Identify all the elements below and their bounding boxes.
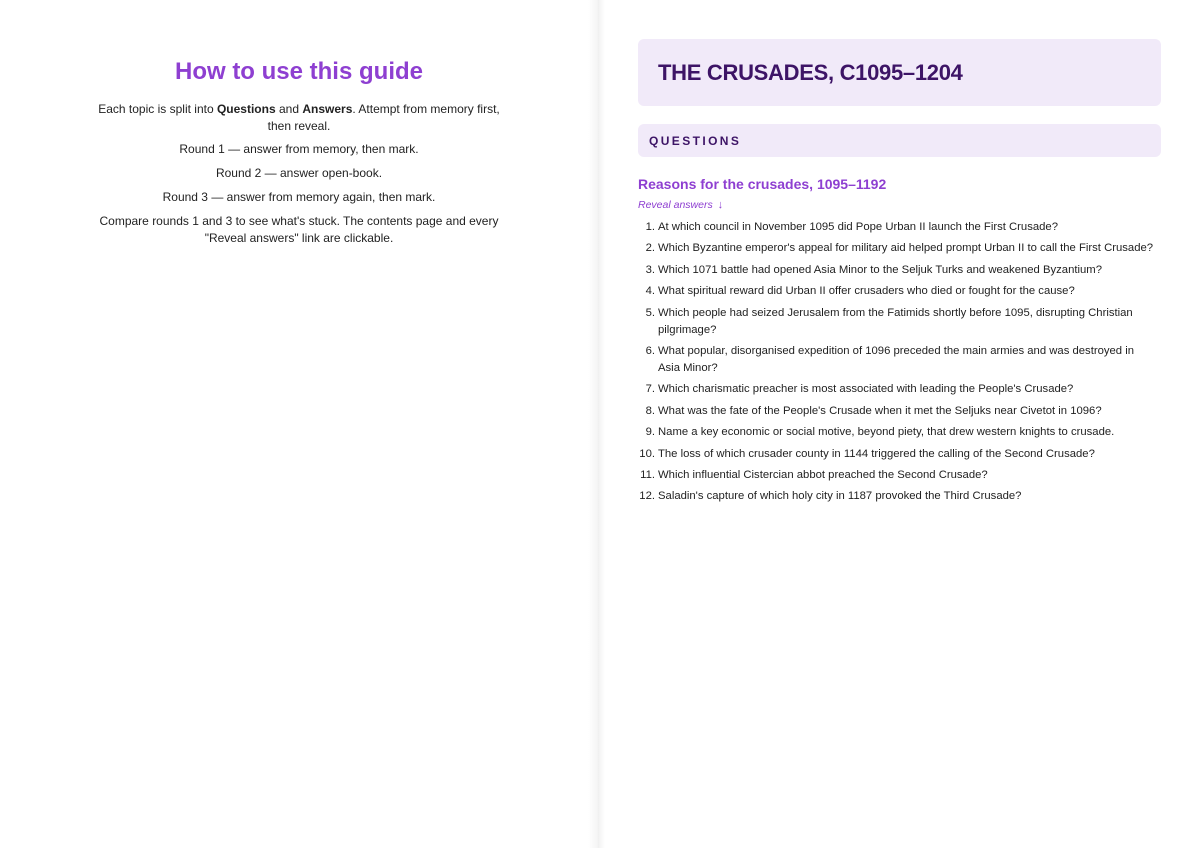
intro-text-3: . Attempt from memory first, then reveal. xyxy=(267,102,500,133)
question-number: 6. xyxy=(645,344,655,357)
intro-bold-answers: Answers xyxy=(302,102,353,116)
question-text: Name a key economic or social motive, beyond piety, that drew western knights to crusade. xyxy=(658,426,1115,439)
question-text: What was the fate of the People's Crusade when it met the Seljuks near Civetot in 1096? xyxy=(658,404,1102,417)
section-header xyxy=(638,124,1161,157)
question-item xyxy=(638,283,1158,300)
section-label: QUESTIONS xyxy=(649,133,742,148)
question-text: Which people had seized Jerusalem from the Fatimids shortly before 1095, disrupting Christian pilgrimage? xyxy=(658,306,1133,336)
intro-bold-questions: Questions xyxy=(216,102,276,116)
question-number: 7. xyxy=(645,383,655,396)
question-number: 1. xyxy=(645,221,655,233)
arrow-down-icon: ↓ xyxy=(717,199,724,211)
question-number: 2. xyxy=(645,242,655,255)
question-item xyxy=(638,403,1158,420)
chapter-title: THE CRUSADES, C1095–1204 xyxy=(658,59,963,85)
question-text: What spiritual reward did Urban II offer crusaders who died or fought for the cause? xyxy=(658,285,1075,298)
intro-text-2: and xyxy=(275,102,303,116)
question-text: At which council in November 1095 did Pope Urban II launch the First Crusade? xyxy=(658,221,1058,233)
right-page xyxy=(599,0,1200,848)
page-gutter-shadow-right xyxy=(599,0,605,848)
question-text: Which Byzantine emperor's appeal for military aid helped prompt Urban II to call the First Crusade? xyxy=(658,242,1154,255)
question-item xyxy=(638,219,1158,236)
chapter-title-box xyxy=(638,39,1161,106)
reveal-answers-link[interactable] xyxy=(638,198,723,212)
guide-closing: Compare rounds 1 and 3 to see what's stuck. The contents page and every "Reveal answers" link are clickable. xyxy=(99,214,499,245)
question-number: 12. xyxy=(639,490,655,503)
question-text: Which influential Cistercian abbot preached the Second Crusade? xyxy=(658,468,988,481)
question-number: 11. xyxy=(640,468,655,481)
question-item xyxy=(638,343,1158,377)
question-item xyxy=(638,262,1158,279)
question-number: 8. xyxy=(645,404,655,417)
question-item xyxy=(638,381,1158,398)
question-item xyxy=(638,488,1158,505)
question-number: 4. xyxy=(645,285,655,298)
guide-instructions xyxy=(88,101,510,254)
question-item xyxy=(638,305,1158,339)
question-number: 9. xyxy=(645,426,655,439)
guide-title: How to use this guide xyxy=(174,58,423,85)
question-item xyxy=(638,240,1158,257)
round-1: Round 1 — answer from memory, then mark. xyxy=(179,142,419,156)
question-number: 3. xyxy=(645,263,655,276)
guide-intro xyxy=(88,101,510,135)
question-text: What popular, disorganised expedition of 1096 preceded the main armies and was destroyed in Asia Minor? xyxy=(658,344,1135,374)
question-text: Which charismatic preacher is most associated with leading the People's Crusade? xyxy=(658,383,1074,396)
round-3: Round 3 — answer from memory again, then mark. xyxy=(162,190,436,204)
question-list xyxy=(638,219,1158,510)
reveal-answers-label: Reveal answers xyxy=(638,199,713,211)
question-number: 10. xyxy=(639,447,655,460)
round-2: Round 2 — answer open-book. xyxy=(215,166,383,180)
question-text: Saladin's capture of which holy city in 1187 provoked the Third Crusade? xyxy=(658,490,1022,503)
question-item xyxy=(638,467,1158,484)
question-text: Which 1071 battle had opened Asia Minor to the Seljuk Turks and weakened Byzantium? xyxy=(658,263,1102,276)
topic-title: Reasons for the crusades, 1095–1192 xyxy=(638,176,887,192)
question-item xyxy=(638,424,1158,441)
intro-text-1: Each topic is split into xyxy=(98,102,217,116)
question-item xyxy=(638,446,1158,463)
question-number: 5. xyxy=(645,306,655,319)
question-text: The loss of which crusader county in 1144 triggered the calling of the Second Crusade? xyxy=(658,447,1095,460)
left-page xyxy=(0,0,598,848)
